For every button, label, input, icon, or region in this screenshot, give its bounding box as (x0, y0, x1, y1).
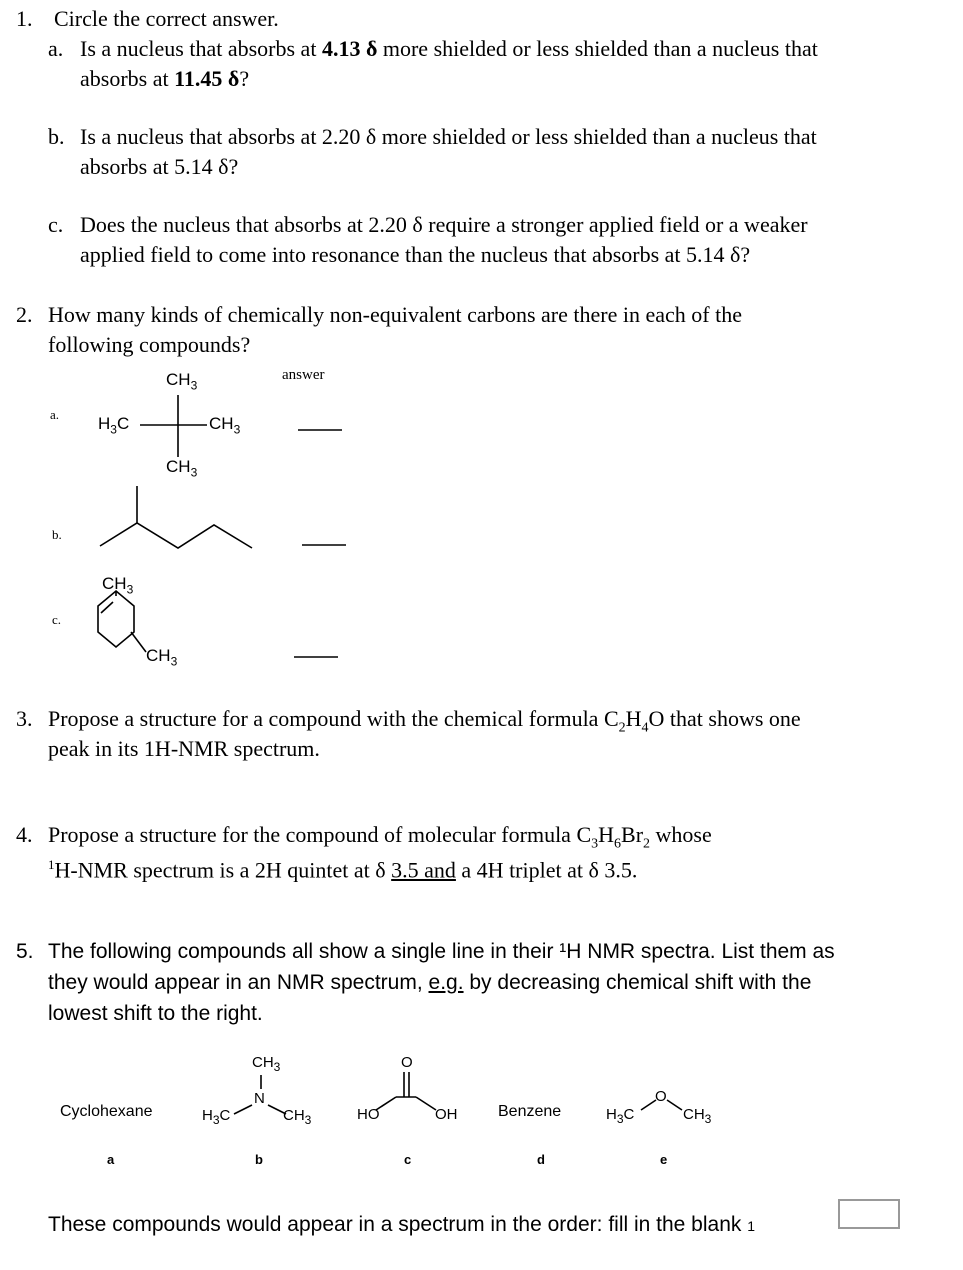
q5-e-o: O (655, 1088, 667, 1105)
q1c-letter: c. (48, 212, 64, 237)
q2c-inner-bond (101, 602, 113, 613)
q5-b-ch3-top: $CH_3$ (252, 1054, 281, 1074)
q4-line2: $^1$H-NMR spectrum is a 2H quintet at δ 3.5 and a 4H triplet at δ 3.5. (48, 857, 638, 883)
q2-number: 2. (16, 302, 33, 327)
q3-line1: Propose a structure for a compound with the chemical formula $C_2H_4O$ that shows one (48, 706, 801, 736)
q5-b-n: N (254, 1090, 265, 1107)
q2a-letter: a. (50, 407, 60, 422)
q1a-letter: a. (48, 36, 64, 61)
q5-c-o: O (401, 1054, 413, 1071)
q2b-letter: b. (52, 527, 62, 542)
q2c-ring (98, 591, 134, 647)
q5-label-e: e (660, 1152, 668, 1167)
q5-label-c: c (404, 1152, 412, 1167)
q1b-line2: absorbs at 5.14 δ? (80, 154, 239, 179)
q1c-line1: Does the nucleus that absorbs at 2.20 δ require a stronger applied field or a weaker (80, 212, 808, 237)
q2c-ch3-bottom: $CH_3$ (146, 646, 178, 669)
q1a-line2: absorbs at 11.45 δ? (80, 66, 250, 91)
q5-cyclohexane-name: Cyclohexane (60, 1103, 153, 1120)
q5-label-a: a (107, 1152, 115, 1167)
q5-b-ch3-right: $CH_3$ (283, 1107, 312, 1127)
q2-answer-header: answer (282, 367, 325, 383)
q2a-ch3-bottom: $CH_3$ (166, 457, 198, 480)
q5-line2: they would appear in an NMR spectrum, e.g. by decreasing chemical shift with the (48, 971, 812, 994)
q3-line2: peak in its 1H-NMR spectrum. (48, 736, 320, 761)
q1a-line1: Is a nucleus that absorbs at 4.13 δ more shielded or less shielded than a nucleus that (80, 36, 818, 61)
q4-number: 4. (16, 822, 33, 847)
q5-label-d: d (537, 1152, 545, 1167)
q2-line1: How many kinds of chemically non-equivalent carbons are there in each of the (48, 302, 742, 327)
q2b-skeleton (100, 523, 252, 548)
q5-label-b: b (255, 1152, 263, 1167)
q5-line1: The following compounds all show a single line in their ¹H NMR spectra. List them as (48, 940, 835, 963)
q5-c-oh: OH (435, 1106, 458, 1123)
q5e-bond-left (641, 1100, 656, 1110)
q5-c-ho: HO (357, 1106, 380, 1123)
q5b-bond-left (234, 1105, 252, 1114)
q5-b-h3c: $H_3C$ (202, 1107, 231, 1127)
q2a-ch3-right: $CH_3$ (209, 414, 241, 437)
q2c-bond-bottom (131, 632, 146, 652)
q5e-bond-right (667, 1100, 682, 1110)
q5-e-h3c: $H_3C$ (606, 1106, 635, 1126)
q1c-line2: applied field to come into resonance than the nucleus that absorbs at 5.14 δ? (80, 242, 751, 267)
q5-line3: lowest shift to the right. (48, 1002, 263, 1025)
q2c-ch3-top: $CH_3$ (102, 574, 134, 597)
q3-number: 3. (16, 706, 33, 731)
q5b-bond-right (268, 1105, 286, 1114)
q2a-h3c-left: $H_3C$ (98, 414, 130, 437)
q5c-bond-right (416, 1097, 436, 1110)
q5-number: 5. (16, 940, 34, 963)
q4-line1: Propose a structure for the compound of molecular formula $C_3H_6Br_2$ whose (48, 822, 712, 852)
q2a-ch3-top: $CH_3$ (166, 370, 198, 393)
q1b-line1: Is a nucleus that absorbs at 2.20 δ more shielded or less shielded than a nucleus that (80, 124, 817, 149)
q5-footer: These compounds would appear in a spectrum in the order: fill in the blank 1 (48, 1213, 756, 1236)
q5c-bond-left (376, 1097, 396, 1110)
q2-line2: following compounds? (48, 332, 251, 357)
q5-e-ch3: $CH_3$ (683, 1106, 712, 1126)
q2c-letter: c. (52, 612, 62, 627)
q1-prompt: Circle the correct answer. (54, 6, 279, 31)
q1b-letter: b. (48, 124, 65, 149)
q1-number: 1. (16, 6, 33, 31)
q5-benzene-name: Benzene (498, 1103, 562, 1120)
